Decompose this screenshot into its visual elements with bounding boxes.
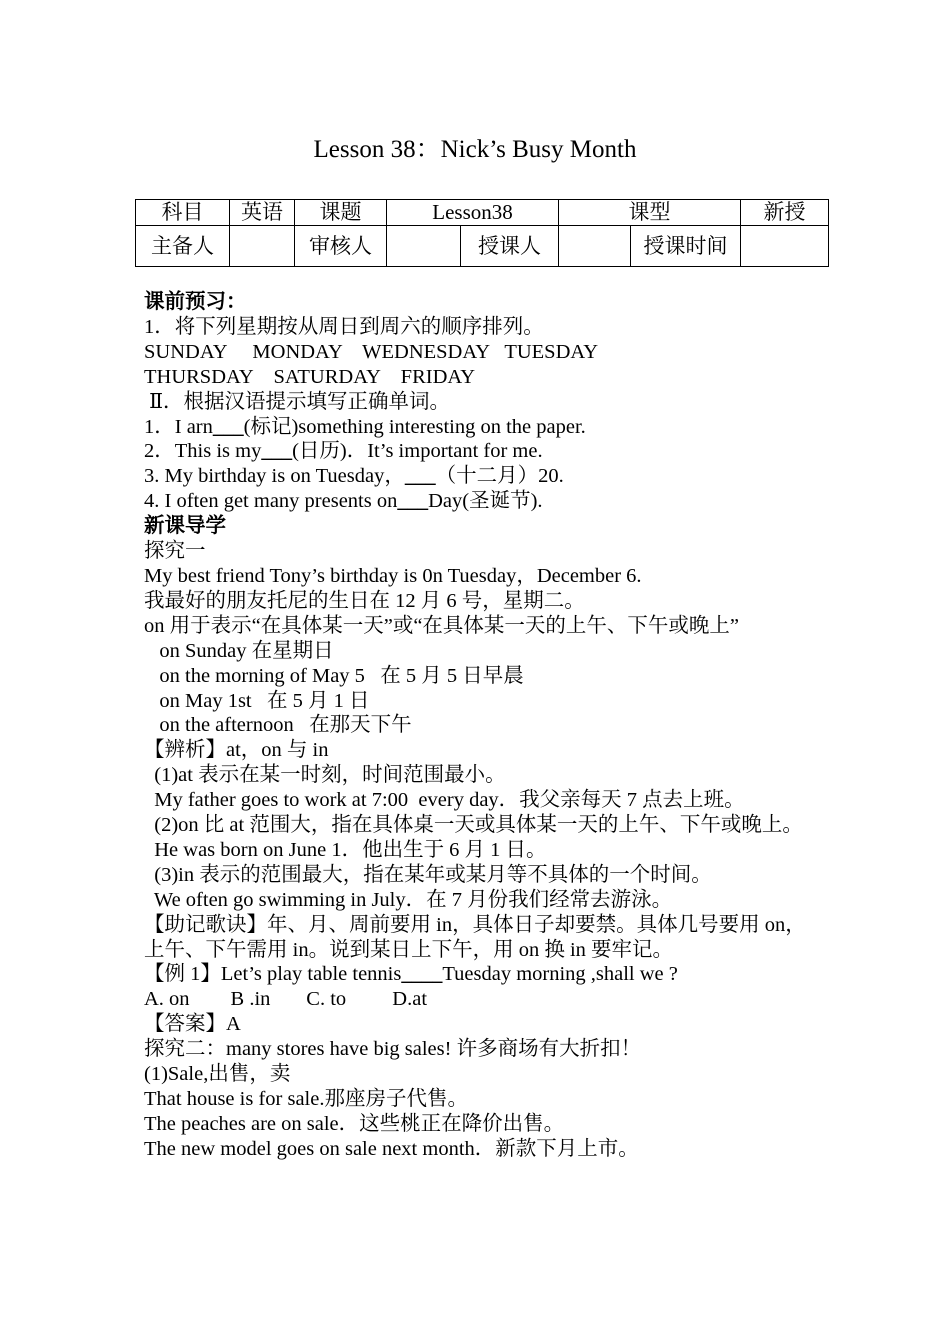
table-cell: 审核人 — [295, 226, 387, 267]
table-cell: 新授 — [741, 200, 829, 226]
table-row — [136, 226, 829, 267]
text-paragraph: (2)on 比 at 范围大，指在具体桌一天或具体某一天的上午、下午或晚上。 — [144, 814, 803, 837]
blank: ___ — [397, 490, 429, 513]
lesson-info-table — [135, 199, 829, 267]
text: （十二月）20. — [435, 465, 564, 488]
table-cell — [387, 226, 461, 267]
text-line: 【答案】A — [144, 1013, 241, 1036]
text-line: THURSDAY SATURDAY FRIDAY — [144, 365, 476, 388]
exercise-line — [144, 415, 824, 440]
text-line: 我最好的朋友托尼的生日在 12 月 6 号，星期二。 — [144, 589, 585, 612]
text-line: on the afternoon 在那天下午 — [144, 714, 412, 737]
text-line: SUNDAY MONDAY WEDNESDAY TUESDAY — [144, 340, 599, 363]
text-paragraph: on 用于表示“在具体某一天”或“在具体某一天的上午、下午或晚上” — [144, 614, 740, 637]
text: 3. My birthday is on Tuesday， — [144, 465, 405, 488]
text-line: My best friend Tony’s birthday is 0n Tuesday，December 6. — [144, 564, 642, 587]
text-line: (1)at 表示在某一时刻，时间范围最小。 — [144, 764, 506, 787]
table-cell: 科目 — [136, 200, 230, 226]
blank: ____ — [401, 963, 443, 986]
table-cell: 课型 — [559, 200, 741, 226]
text-line: (1)Sale,出售，卖 — [144, 1063, 291, 1086]
table-cell — [559, 226, 631, 267]
text-line: He was born on June 1．他出生于 6 月 1 日。 — [144, 838, 547, 861]
text: (日历)．It’s important for me. — [292, 440, 543, 463]
text: Tuesday morning ,shall we ? — [442, 963, 678, 986]
text: 1．I arn — [144, 415, 213, 438]
text-line: Ⅱ．根据汉语提示填写正确单词。 — [144, 390, 451, 413]
text-line: The peaches are on sale．这些桃正在降价出售。 — [144, 1112, 565, 1135]
text-line: 【辨析】at，on 与 in — [144, 739, 329, 762]
table-cell: 授课人 — [461, 226, 559, 267]
section-heading: 新课导学 — [144, 515, 226, 538]
exercise-line — [144, 464, 824, 489]
blank: ___ — [404, 465, 436, 488]
text-line: (3)in 表示的范围最大，指在某年或某月等不具体的一个时间。 — [144, 863, 712, 886]
text: (标记)something interesting on the paper. — [243, 415, 586, 438]
table-cell: 课题 — [295, 200, 387, 226]
text-paragraph: 【助记歌诀】年、月、周前要用 in，具体日子却要禁。具体几号要用 on，上午、下午需用 in。说到某日上下午，用 on 换 in 要牢记。 — [144, 913, 806, 961]
text: Day(圣诞节). — [428, 490, 543, 513]
text-line: The new model goes on sale next month．新款下月上市。 — [144, 1137, 639, 1160]
exercise-line — [144, 439, 824, 464]
text: 4. I often get many presents on — [144, 490, 398, 513]
table-cell — [741, 226, 829, 267]
table-cell: 英语 — [230, 200, 295, 226]
text-line: That house is for sale.那座房子代售。 — [144, 1088, 468, 1110]
text-line: My father goes to work at 7:00 every day．我父亲每天 7 点去上班。 — [144, 789, 745, 812]
section-heading: 课前预习： — [144, 291, 247, 313]
exercise-line — [144, 962, 824, 987]
table-cell: 主备人 — [136, 226, 230, 267]
text-line: on the morning of May 5 在 5 月 5 日早晨 — [144, 664, 524, 687]
blank: ___ — [261, 440, 293, 463]
text-line: on May 1st 在 5 月 1 日 — [144, 689, 370, 712]
text: 【例 1】Let’s play table tennis — [144, 963, 402, 986]
table-cell: 授课时间 — [631, 226, 741, 267]
document-body — [144, 290, 824, 1162]
text-line: 探究二：many stores have big sales! 许多商场有大折扣！ — [144, 1038, 642, 1061]
exercise-line — [144, 489, 824, 514]
table-cell — [230, 226, 295, 267]
text-line: on Sunday 在星期日 — [144, 639, 334, 662]
text: 2．This is my — [144, 440, 262, 463]
table-cell: Lesson38 — [387, 200, 559, 226]
text-line: We often go swimming in July．在 7 月份我们经常去游泳。 — [144, 888, 673, 911]
page-title: Lesson 38：Nick’s Busy Month — [313, 136, 637, 163]
table-row — [136, 200, 829, 226]
blank: ___ — [212, 415, 244, 438]
text-line: 1．将下列星期按从周日到周六的顺序排列。 — [144, 315, 544, 338]
answer-options: A. on B .in C. to D.at — [144, 988, 428, 1011]
subsection-heading: 探究一 — [144, 540, 206, 563]
